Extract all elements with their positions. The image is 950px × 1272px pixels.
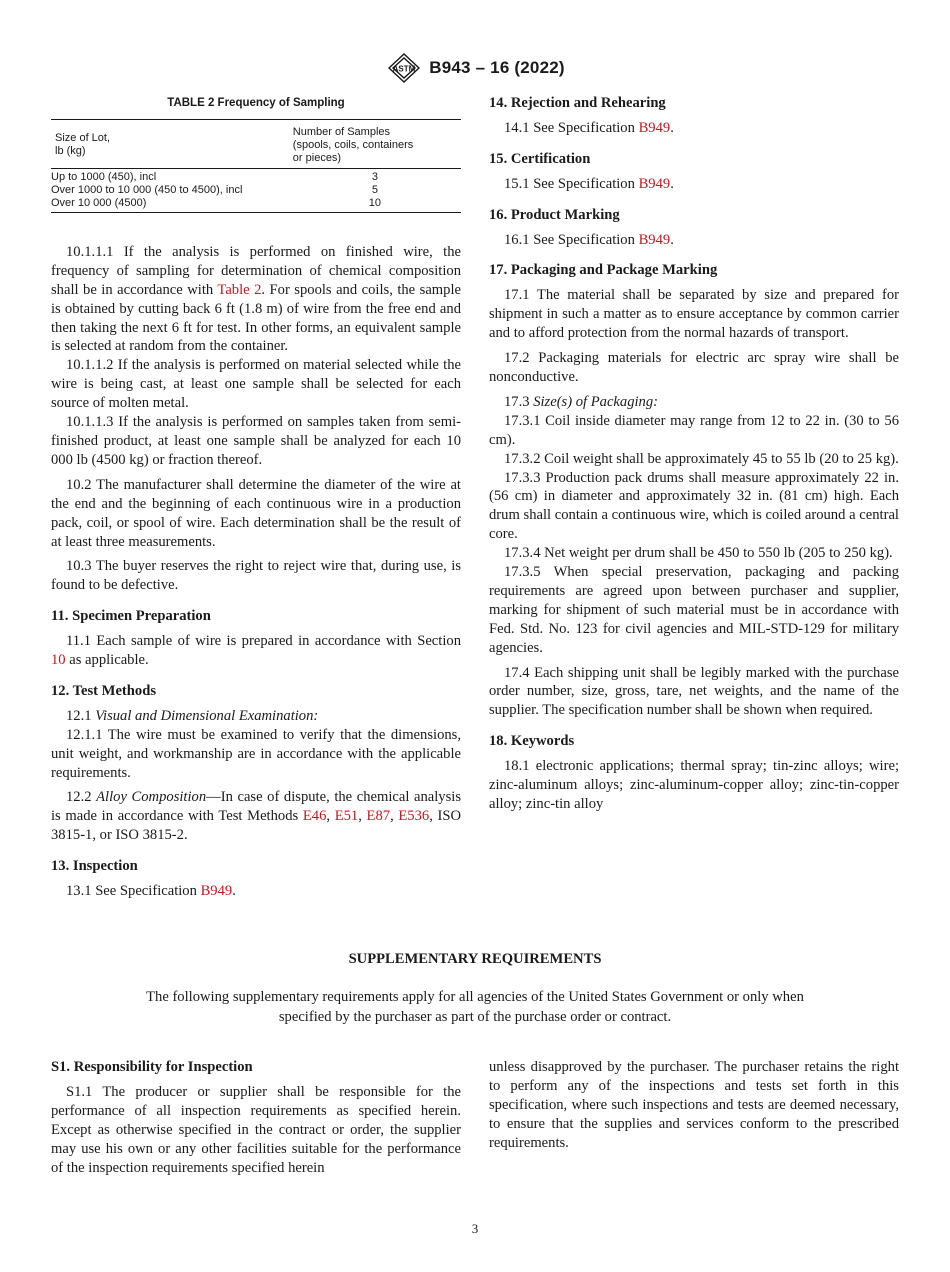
paragraph-17-3-3: 17.3.3 Production pack drums shall measure approximately 22 in. (56 cm) in diameter and approximately 32 in. (81 cm) high. Each drum shall contain a continuous wire, which is coiled around a central core. xyxy=(489,469,899,543)
supplementary-requirements-title: SUPPLEMENTARY REQUIREMENTS xyxy=(348,951,602,967)
section-16-title: 16. Product Marking xyxy=(489,206,620,223)
paragraph-17-3-1: 17.3.1 Coil inside diameter may range from 12 to 22 in. (30 to 56 cm). xyxy=(489,412,899,448)
e536-link[interactable]: E536 xyxy=(398,808,430,825)
astm-logo xyxy=(385,52,423,84)
paragraph-17-3-4: 17.3.4 Net weight per drum shall be 450 to 550 lb (205 to 250 kg). xyxy=(504,545,893,562)
paragraph-13-1: 13.1 See Specification B949. xyxy=(66,883,236,900)
table-2-link[interactable]: Table 2 xyxy=(217,281,262,298)
table-cell-size: Over 10 000 (4500) xyxy=(51,197,289,213)
paragraph-17-1: 17.1 The material shall be separated by size and prepared for shipment in such a matter as to ensure acceptance by common carrier and to afford protection from the normal hazards of transport. xyxy=(489,287,899,342)
paragraph-17-3: 17.3 Size(s) of Packaging: xyxy=(504,393,659,410)
paragraph-10-2: 10.2 The manufacturer shall determine the diameter of the wire at the end and the beginning of each continuous wire in a production pack, coil, or spool of wire. Each determination shall be the result of at least three measurements. xyxy=(51,476,461,550)
supplementary-intro: The following supplementary requirements apply for all agencies of the United States Government or only when specified by the purchaser as part of the purchase order or contract. xyxy=(146,989,804,1025)
paragraph-15-1: 15.1 See Specification B949. xyxy=(504,175,674,192)
table-row xyxy=(51,197,461,213)
paragraph-12-2: 12.2 Alloy Composition—In case of dispute, the chemical analysis is made in accordance with Test Methods E46, E51, E87, E536, ISO 3815-1, or ISO 3815-2. xyxy=(51,789,462,844)
b949-link[interactable]: B949 xyxy=(200,883,233,900)
paragraph-s1-1-continued: unless disapproved by the purchaser. The purchaser retains the right to perform any of the inspections and tests set forth in this specification, where such inspections and tests are deemed necessary, to ensure that the supplies and services conform to the prescribed requirements. xyxy=(489,1059,899,1151)
paragraph-14-1: 14.1 See Specification B949. xyxy=(504,119,674,136)
table-row xyxy=(51,184,461,197)
paragraph-10-1-1-2: 10.1.1.2 If the analysis is performed on material selected while the wire is being cast, at least one sample shall be selected for each source of molten metal. xyxy=(51,357,461,412)
section-10-link[interactable]: 10 xyxy=(51,652,66,669)
paragraph-10-1-1-3: 10.1.1.3 If the analysis is performed on samples taken from semi-finished product, at least one sample shall be analyzed for each 10 000 lb (4500 kg) or fraction thereof. xyxy=(51,414,461,468)
paragraph-17-2: 17.2 Packaging materials for electric arc spray wire shall be nonconductive. xyxy=(489,350,899,385)
e87-link[interactable]: E87 xyxy=(366,808,391,825)
section-s1-title: S1. Responsibility for Inspection xyxy=(51,1059,253,1075)
paragraph-18-1: 18.1 electronic applications; thermal spray; tin-zinc alloys; wire; zinc-aluminum alloys; zinc-aluminum-copper alloy; zinc-tin-copper alloy; zinc-tin alloy xyxy=(489,758,899,812)
e51-link[interactable]: E51 xyxy=(334,808,359,825)
b949-link[interactable]: B949 xyxy=(638,119,671,136)
document-designation: B943 – 16 (2022) xyxy=(429,58,565,77)
b949-link[interactable]: B949 xyxy=(638,175,671,192)
table-cell-size: Up to 1000 (450), incl xyxy=(51,170,157,183)
paragraph-s1-1: S1.1 The producer or supplier shall be responsible for the performance of all inspection requirements as specified herein. Except as otherwise specified in the contract or order, the supplier may use his own or any other facilities suitable for the performance of the inspection requirements specified herein xyxy=(51,1083,461,1176)
table-caption: TABLE 2 Frequency of Sampling xyxy=(167,97,345,109)
supplementary-left-column xyxy=(51,1058,461,1183)
frequency-of-sampling-table xyxy=(51,119,461,213)
svg-text:ASTM: ASTM xyxy=(392,64,416,74)
paragraph-12-1: 12.1 Visual and Dimensional Examination: xyxy=(66,707,319,724)
table-row xyxy=(51,168,461,184)
paragraph-10-1-1-1: 10.1.1.1 If the analysis is performed on finished wire, the frequency of sampling for determination of chemical composition shall be in accordance with Table 2. For spools and coils, the sample is obtained by cutting back 6 ft (1.8 m) of wire from the free end and then taking the next 6 ft for test. In other forms, an equivalent sample is selected at random from the container. xyxy=(51,243,461,355)
section-14-title: 14. Rejection and Rehearing xyxy=(489,95,666,111)
section-11-title: 11. Specimen Preparation xyxy=(51,608,211,625)
table-cell-samples: 3 xyxy=(371,170,378,183)
e46-link[interactable]: E46 xyxy=(302,808,327,825)
table-header-lot-size: Size of Lot, lb (kg) xyxy=(51,119,289,168)
section-13-title: 13. Inspection xyxy=(51,858,138,875)
paragraph-17-3-5: 17.3.5 When special preservation, packaging and packing requirements are agreed upon between purchaser and supplier, marking for shipment of such material must be in accordance with Fed. Std. No. 123 for civil agencies and MIL-STD-129 for military agencies. xyxy=(489,564,899,656)
paragraph-10-3: 10.3 The buyer reserves the right to reject wire that, during use, is found to be defective. xyxy=(51,558,461,594)
table-header-samples: Number of Samples (spools, coils, containers or pieces) xyxy=(289,119,461,168)
b949-link[interactable]: B949 xyxy=(638,231,671,248)
right-column xyxy=(489,94,899,820)
page-number: 3 xyxy=(471,1221,479,1236)
table-cell-samples: 10 xyxy=(289,197,461,213)
table-cell-size: Over 1000 to 10 000 (450 to 4500), incl xyxy=(51,183,243,196)
supplementary-right-column xyxy=(489,1058,899,1159)
page-header xyxy=(0,52,950,84)
paragraph-17-3-2: 17.3.2 Coil weight shall be approximately 45 to 55 lb (20 to 25 kg). xyxy=(504,450,899,467)
section-17-title: 17. Packaging and Package Marking xyxy=(489,262,718,279)
section-12-title: 12. Test Methods xyxy=(51,682,157,699)
paragraph-16-1: 16.1 See Specification B949. xyxy=(504,231,674,248)
table-cell-samples: 5 xyxy=(371,183,378,196)
paragraph-12-1-1: 12.1.1 The wire must be examined to verify that the dimensions, unit weight, and workmanship are in accordance with the applicable requirements. xyxy=(51,726,461,781)
paragraph-17-4: 17.4 Each shipping unit shall be legibly marked with the purchase order number, size, gross, tare, net weights, and the name of the supplier. The specification number shall be shown when required. xyxy=(489,664,899,719)
section-18-title: 18. Keywords xyxy=(489,733,575,750)
paragraph-11-1: 11.1 Each sample of wire is prepared in accordance with Section 10 as applicable. xyxy=(51,633,461,669)
left-column xyxy=(51,94,461,907)
section-15-title: 15. Certification xyxy=(489,150,591,167)
